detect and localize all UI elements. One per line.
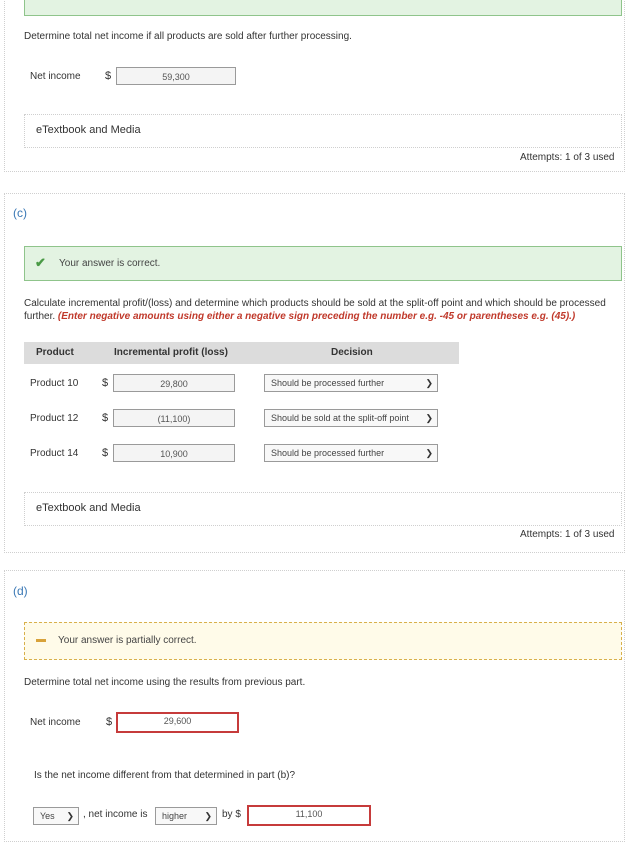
- part-c-prompt: [24, 297, 614, 323]
- direction-select[interactable]: [155, 807, 217, 825]
- net-income-label: Net income: [30, 717, 81, 728]
- header-decision: Decision: [331, 347, 373, 358]
- yes-no-select[interactable]: [33, 807, 79, 825]
- header-incremental-profit: Incremental profit (loss): [114, 347, 228, 358]
- decision-select[interactable]: [264, 444, 438, 462]
- minus-icon: [36, 639, 46, 642]
- correct-status-text: Your answer is correct.: [59, 258, 161, 269]
- chevron-down-icon: ❯: [204, 811, 212, 821]
- decision-select[interactable]: [264, 409, 438, 427]
- decision-select[interactable]: [264, 374, 438, 392]
- etextbook-link[interactable]: eTextbook and Media: [36, 124, 141, 136]
- row-dollar: $: [102, 377, 109, 389]
- attempts-count: Attempts: 1 of 3 used: [520, 152, 615, 163]
- decision-value: Should be processed further: [271, 378, 385, 388]
- incremental-profit-input[interactable]: (11,100): [113, 409, 235, 427]
- incremental-profit-input[interactable]: 10,900: [113, 444, 235, 462]
- chevron-down-icon: ❯: [425, 413, 433, 423]
- net-income-is-text: , net income is: [83, 809, 148, 820]
- row-product: Product 12: [30, 413, 79, 424]
- part-c-hint: (Enter negative amounts using either a negative sign preceding the number e.g. -45 or parentheses e.g. (45).): [57, 311, 576, 322]
- part-d-panel: [4, 570, 625, 842]
- header-product: Product: [36, 347, 74, 358]
- incremental-profit-input[interactable]: 29,800: [113, 374, 235, 392]
- chevron-down-icon: ❯: [66, 811, 74, 821]
- dollar-sign: $: [106, 716, 113, 728]
- difference-input[interactable]: 11,100: [247, 805, 371, 826]
- chevron-down-icon: ❯: [425, 378, 433, 388]
- table-header: [24, 342, 459, 364]
- etextbook-link[interactable]: eTextbook and Media: [36, 502, 141, 514]
- row-product: Product 14: [30, 448, 79, 459]
- check-icon: ✔: [35, 255, 46, 270]
- partial-status-text: Your answer is partially correct.: [58, 635, 197, 646]
- part-d-label: (d): [13, 584, 28, 598]
- direction-value: higher: [162, 811, 188, 821]
- row-dollar: $: [102, 412, 109, 424]
- attempts-count: Attempts: 1 of 3 used: [520, 529, 615, 540]
- net-income-label: Net income: [30, 71, 81, 82]
- decision-value: Should be sold at the split-off point: [271, 413, 409, 423]
- part-c-label: (c): [13, 206, 27, 220]
- part-b-prompt: Determine total net income if all products are sold after further processing.: [24, 31, 352, 42]
- net-income-input[interactable]: 59,300: [116, 67, 236, 85]
- chevron-down-icon: ❯: [425, 448, 433, 458]
- by-text: by $: [222, 809, 241, 820]
- dollar-sign: $: [105, 70, 112, 82]
- question-text: Is the net income different from that determined in part (b)?: [34, 770, 296, 781]
- row-product: Product 10: [30, 378, 79, 389]
- net-income-input[interactable]: 29,600: [116, 712, 239, 733]
- row-dollar: $: [102, 447, 109, 459]
- part-c-prompt-text: Calculate incremental profit/(loss) and determine which products should be sold at the split-off point and which should be processed further.: [24, 298, 606, 322]
- decision-value: Should be processed further: [271, 448, 385, 458]
- part-d-prompt: Determine total net income using the results from previous part.: [24, 677, 306, 688]
- yes-no-value: Yes: [40, 811, 55, 821]
